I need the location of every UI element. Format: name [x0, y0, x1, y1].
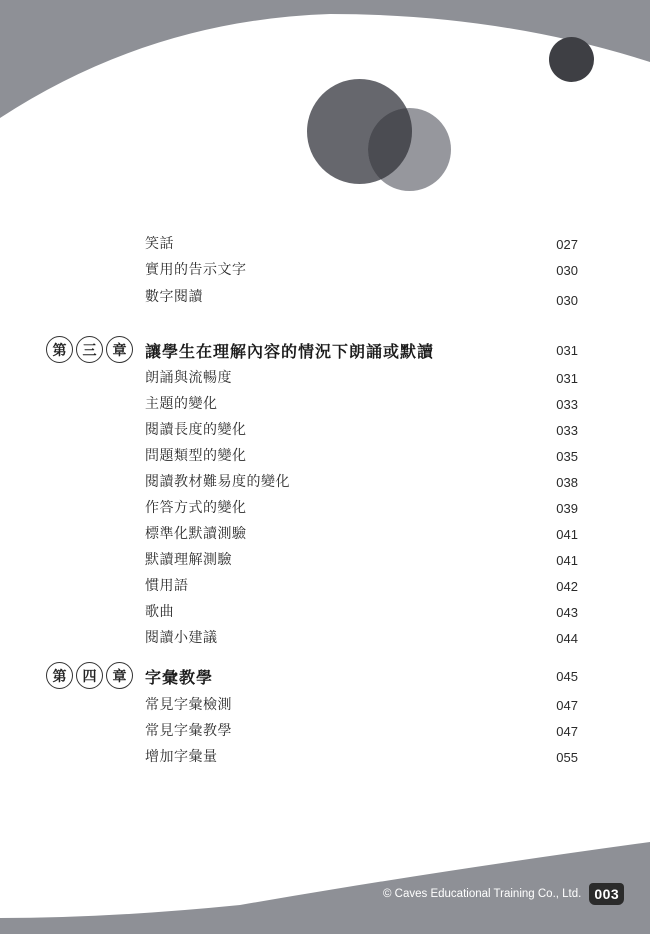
toc-item[interactable]: [145, 720, 578, 742]
toc-item[interactable]: [145, 627, 578, 649]
toc-item-page: 047: [556, 724, 578, 739]
toc-item[interactable]: [145, 694, 578, 716]
toc-item[interactable]: [145, 575, 578, 597]
chapter-badge: 章: [106, 336, 133, 363]
chapter-badge: 四: [76, 662, 103, 689]
toc-item-page: 035: [556, 449, 578, 464]
chapter-badge-group: [46, 662, 133, 689]
toc-item[interactable]: [145, 471, 578, 493]
toc-item-title: 笑話: [145, 236, 174, 252]
toc-item-page: 043: [556, 605, 578, 620]
toc-item-title: 增加字彙量: [145, 749, 218, 765]
toc-item-title: 閱讀小建議: [145, 630, 218, 646]
toc-item-page: 041: [556, 527, 578, 542]
toc-item[interactable]: [145, 286, 578, 308]
toc-item-page: 044: [556, 631, 578, 646]
toc-item-title: 數字閱讀: [145, 289, 203, 305]
toc-item-title: 作答方式的變化: [145, 500, 247, 516]
toc-item-page: 033: [556, 397, 578, 412]
toc-item-page: 033: [556, 423, 578, 438]
toc-item-page: 038: [556, 475, 578, 490]
toc-item-title: 問題類型的變化: [145, 448, 247, 464]
chapter-title: 字彙教學: [145, 668, 214, 687]
toc-item[interactable]: [145, 233, 578, 255]
copyright-text: © Caves Educational Training Co., Ltd.: [383, 888, 582, 900]
chapter-page: 045: [556, 669, 578, 684]
toc-item-page: 031: [556, 371, 578, 386]
toc-item[interactable]: [145, 746, 578, 768]
toc-item-page: 047: [556, 698, 578, 713]
chapter-badge: 三: [76, 336, 103, 363]
toc-item-title: 閱讀長度的變化: [145, 422, 247, 438]
toc-item[interactable]: [145, 367, 578, 389]
toc-item-title: 默讀理解測驗: [145, 552, 232, 568]
chapter-badge: 章: [106, 662, 133, 689]
chapter-heading-3[interactable]: [46, 336, 578, 366]
toc-item[interactable]: [145, 419, 578, 441]
decorative-circle-small: [549, 37, 594, 82]
toc-item-page: 027: [556, 237, 578, 252]
chapter-badge: 第: [46, 336, 73, 363]
toc-item[interactable]: [145, 497, 578, 519]
toc-item-title: 閱讀教材難易度的變化: [145, 474, 290, 490]
toc-item[interactable]: [145, 601, 578, 623]
toc-item-page: 042: [556, 579, 578, 594]
toc-item-page: 055: [556, 750, 578, 765]
toc-item-title: 主題的變化: [145, 396, 218, 412]
chapter-title: 讓學生在理解內容的情況下朗誦或默讀: [145, 342, 435, 361]
toc-item[interactable]: [145, 259, 578, 281]
toc-item-page: 041: [556, 553, 578, 568]
toc-item-page: 030: [556, 263, 578, 278]
toc-item-title: 歌曲: [145, 604, 174, 620]
page-footer: [383, 881, 624, 907]
toc-item[interactable]: [145, 549, 578, 571]
toc-item-title: 標準化默讀測驗: [145, 526, 247, 542]
toc-item-title: 慣用語: [145, 578, 189, 594]
toc-item-title: 實用的告示文字: [145, 262, 247, 278]
toc-item-page: 030: [556, 293, 578, 308]
toc-item-title: 常見字彙檢測: [145, 697, 232, 713]
chapter-badge-group: [46, 336, 133, 363]
page-number-badge: 003: [589, 883, 624, 905]
chapter-badge: 第: [46, 662, 73, 689]
chapter-page: 031: [556, 343, 578, 358]
toc-item[interactable]: [145, 445, 578, 467]
toc-item[interactable]: [145, 393, 578, 415]
toc-item-page: 039: [556, 501, 578, 516]
toc-item-title: 常見字彙教學: [145, 723, 232, 739]
chapter-heading-4[interactable]: [46, 662, 578, 692]
toc-item-title: 朗誦與流暢度: [145, 370, 232, 386]
toc-item[interactable]: [145, 523, 578, 545]
